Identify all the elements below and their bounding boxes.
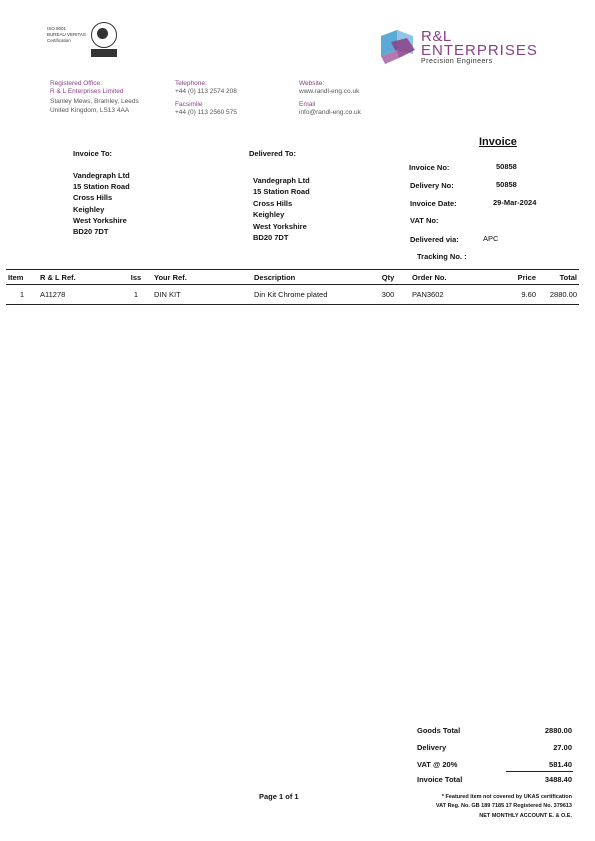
address-line: 15 Station Road	[253, 187, 310, 197]
cell-order-no: PAN3602	[410, 285, 484, 305]
delivery-value: 27.00	[553, 743, 572, 752]
address-line: BD20 7DT	[73, 227, 109, 237]
cell-description: Din Kit Chrome plated	[252, 285, 366, 305]
invoice-date-value: 29-Mar-2024	[493, 198, 537, 207]
table-header-row	[6, 270, 579, 285]
address-line: West Yorkshire	[73, 215, 127, 225]
vat-value: 581.40	[549, 760, 572, 769]
col-your-ref-header: Your Ref.	[152, 270, 252, 285]
goods-total-value: 2880.00	[544, 726, 572, 735]
address-line: Vandegraph Ltd	[253, 176, 310, 185]
brand-name-line2: ENTERPRISES	[421, 42, 538, 59]
website-value: www.randl-eng.co.uk	[299, 88, 360, 95]
vat-label: VAT @ 20%	[417, 760, 458, 769]
brand-tagline: Precision Engineers	[421, 58, 493, 65]
page-number: Page 1 of 1	[259, 792, 299, 801]
invoice-to-label: Invoice To:	[73, 149, 113, 158]
vat-no-label: VAT No:	[410, 216, 439, 225]
delivery-no-label: Delivery No:	[410, 181, 454, 190]
cert-line: ISO 9001	[47, 26, 67, 31]
address-line: 15 Station Road	[73, 182, 130, 192]
ukas-badge-icon	[91, 49, 117, 57]
col-item-header: Item	[6, 270, 38, 285]
delivered-to-address	[253, 175, 310, 243]
document-title: Invoice	[479, 136, 517, 148]
facsimile-label: Facsimile	[175, 101, 203, 108]
col-rl-ref-header: R & L Ref.	[38, 270, 120, 285]
line-items-table	[6, 269, 579, 305]
table-row	[6, 285, 579, 305]
col-price-header: Price	[484, 270, 538, 285]
invoice-total-value: 3488.40	[544, 775, 572, 784]
address-line: Cross Hills	[253, 198, 293, 208]
cert-line: Certification	[47, 38, 71, 43]
col-description-header: Description	[252, 270, 366, 285]
registered-office-address: United Kingdom, LS13 4AA	[50, 107, 130, 114]
footer-note-vat: VAT Reg. No. GB 189 7185 17 Registered No. 379613	[435, 803, 572, 809]
bureau-veritas-seal-icon	[91, 22, 117, 48]
email-label: Email	[299, 101, 316, 108]
footer-note-terms: NET MONTHLY ACCOUNT E. & O.E.	[479, 813, 572, 819]
delivery-label: Delivery	[417, 743, 447, 752]
cell-your-ref: DIN KIT	[152, 285, 252, 305]
website-label: Website:	[299, 80, 325, 87]
address-line: BD20 7DT	[253, 233, 289, 243]
facsimile-value: +44 (0) 113 2560 575	[175, 109, 237, 116]
delivered-to-label: Delivered To:	[249, 149, 296, 158]
col-total-header: Total	[538, 270, 579, 285]
col-order-no-header: Order No.	[410, 270, 484, 285]
registered-office-label: Registered Office:	[50, 80, 102, 87]
invoice-no-label: Invoice No:	[409, 163, 450, 172]
email-value: info@randl-eng.co.uk	[299, 109, 361, 116]
brand-name: R&L	[421, 28, 452, 45]
totals-divider	[506, 771, 573, 772]
telephone-value: +44 (0) 113 2574 208	[175, 88, 237, 95]
address-line: Keighley	[253, 210, 285, 220]
address-line: West Yorkshire	[253, 221, 307, 231]
registered-office-company: R & L Enterprises Limited	[50, 88, 124, 95]
col-iss-header: Iss	[120, 270, 152, 285]
footer-note-ukas: * Featured item not covered by UKAS certification	[441, 794, 572, 800]
invoice-date-label: Invoice Date:	[410, 199, 457, 208]
cell-rl-ref: A11278	[38, 285, 120, 305]
rl-cube-icon	[377, 28, 417, 68]
delivered-via-label: Delivered via:	[410, 235, 459, 244]
bureau-veritas-logo	[47, 22, 117, 56]
tracking-no-label: Tracking No. :	[417, 252, 467, 261]
col-qty-header: Qty	[366, 270, 410, 285]
telephone-label: Telephone:	[175, 80, 207, 87]
address-line: Cross Hills	[73, 193, 113, 203]
invoice-total-label: Invoice Total	[417, 775, 463, 784]
delivered-via-value: APC	[483, 234, 499, 243]
registered-office-address: Stanley Mews, Bramley, Leeds	[50, 98, 139, 105]
delivery-no-value: 50858	[496, 180, 517, 189]
invoice-no-value: 50858	[496, 162, 517, 171]
address-line: Vandegraph Ltd	[73, 171, 130, 180]
address-line: Keighley	[73, 204, 105, 214]
cert-line: BUREAU VERITAS	[47, 32, 86, 37]
cell-iss: 1	[120, 285, 152, 305]
cell-total: 2880.00	[538, 285, 579, 305]
invoice-to-address	[73, 170, 130, 237]
cell-price: 9.60	[484, 285, 538, 305]
cell-qty: 300	[366, 285, 410, 305]
goods-total-label: Goods Total	[417, 726, 461, 735]
rl-enterprises-logo	[377, 26, 537, 70]
cell-item: 1	[6, 285, 38, 305]
certification-text	[47, 26, 86, 44]
